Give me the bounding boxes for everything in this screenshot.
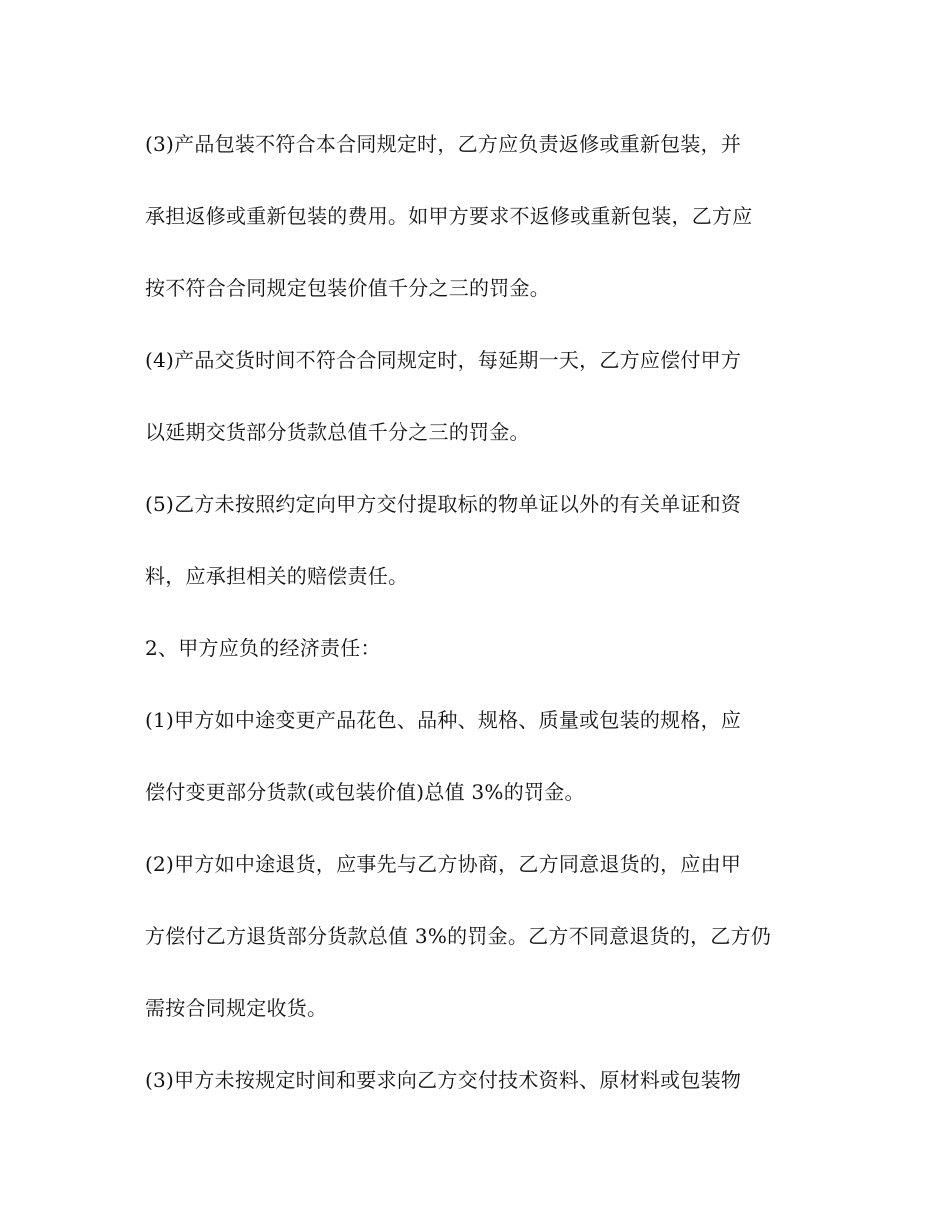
section-heading-party-a-liability: 2、甲方应负的经济责任： [145, 636, 381, 660]
text-line-clause-4-delivery: (4)产品交货时间不符合合同规定时，每延期一天，乙方应偿付甲方 [145, 348, 742, 372]
text-line-party-a-clause-3: (3)甲方未按规定时间和要求向乙方交付技术资料、原材料或包装物 [145, 1068, 742, 1092]
text-line-clause-5-documents: (5)乙方未按照约定向甲方交付提取标的物单证以外的有关单证和资 [145, 492, 742, 516]
text-line-party-a-clause-1-end: 偿付变更部分货款(或包装价值)总值 3%的罚金。 [145, 780, 585, 804]
text-line-clause-3-packaging-end: 按不符合合同规定包装价值千分之三的罚金。 [145, 276, 550, 300]
text-line-clause-3-packaging-cont: 承担返修或重新包装的费用。如甲方要求不返修或重新包装，乙方应 [145, 204, 753, 228]
text-line-clause-3-packaging: (3)产品包装不符合本合同规定时，乙方应负责返修或重新包装，并 [145, 132, 742, 156]
text-line-clause-5-documents-end: 料，应承担相关的赔偿责任。 [145, 564, 409, 588]
text-line-party-a-clause-2-cont: 方偿付乙方退货部分货款总值 3%的罚金。乙方不同意退货的，乙方仍 [145, 924, 772, 948]
text-line-party-a-clause-2: (2)甲方如中途退货，应事先与乙方协商，乙方同意退货的，应由甲 [145, 852, 742, 876]
text-line-clause-4-delivery-end: 以延期交货部分货款总值千分之三的罚金。 [145, 420, 530, 444]
text-line-party-a-clause-1: (1)甲方如中途变更产品花色、品种、规格、质量或包装的规格，应 [145, 708, 742, 732]
text-line-party-a-clause-2-end: 需按合同规定收货。 [145, 996, 328, 1020]
